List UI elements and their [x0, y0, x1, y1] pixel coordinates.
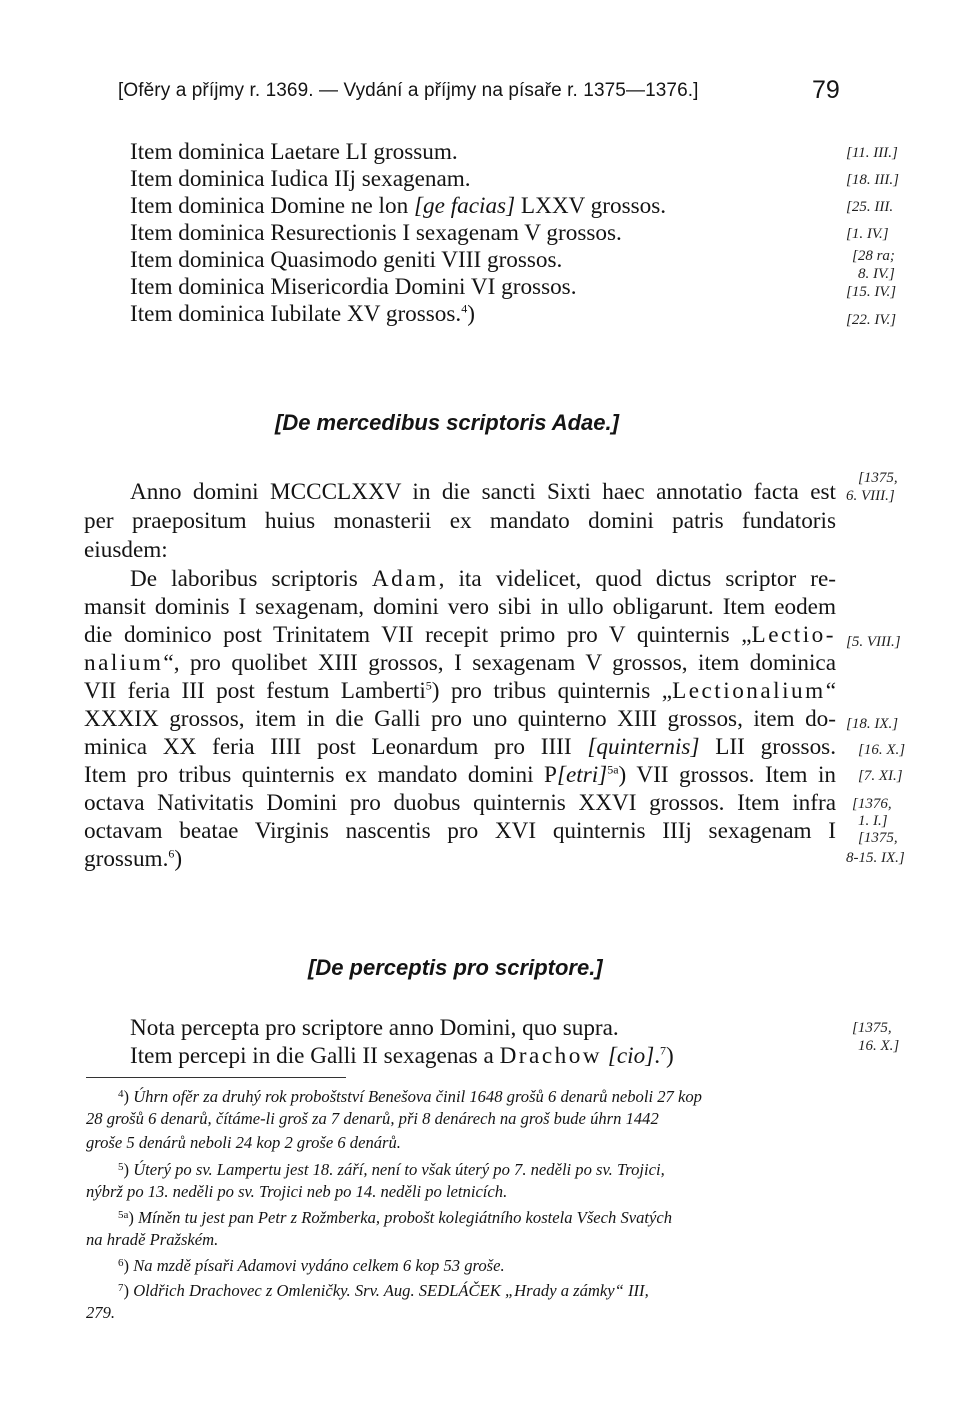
section-heading-perceptis: [De perceptis pro scriptore.]: [308, 955, 603, 980]
body-text: LII grossos.: [715, 734, 836, 760]
margin-date: [1375,: [858, 470, 898, 486]
body-line: [130, 566, 836, 593]
margin-date: [1. IV.]: [846, 226, 889, 242]
spaced-word: Lectio-: [751, 622, 836, 648]
footnote-continuation: groše 5 denárů neboli 24 kop 2 groše 6 denárů.: [86, 1133, 401, 1152]
footnote-continuation: na hradě Pražském.: [86, 1230, 219, 1249]
footnote-mark: 4: [118, 1088, 124, 1100]
footnote-rule: [86, 1077, 346, 1078]
footnote-ref: 4: [461, 301, 468, 316]
body-line: octavam beatae Virginis nascentis pro XVI quinternis IIIj sexagenam I: [84, 818, 836, 844]
footnote-text: Úterý po sv. Lampertu jest 18. září, není to však úterý po 7. neděli po sv. Trojici,: [133, 1160, 665, 1179]
spaced-name: Adam: [371, 566, 439, 592]
offering-line: Item dominica Iubilate XV grossos.$^4$): [130, 301, 475, 327]
footnote-ref: 7: [660, 1043, 667, 1058]
body-line: Anno domini MCCCLXXV in die sancti Sixti haec annotatio facta est: [130, 479, 836, 505]
margin-date: [28 ra;: [852, 248, 895, 264]
margin-date: 6. VIII.]: [846, 488, 895, 504]
body-text: De laboribus scriptoris: [130, 566, 358, 592]
margin-date: [22. IV.]: [846, 312, 897, 328]
spaced-word: Lectionalium: [672, 678, 826, 704]
footnote-mark: 5: [118, 1161, 124, 1173]
body-line: [84, 622, 836, 649]
section-heading-mercedibus: [De mercedibus scriptoris Adae.]: [275, 410, 619, 435]
body-line: mansit dominis I sexagenam, domini vero sibi in ullo obligarunt. Item eodem: [84, 594, 836, 620]
margin-date: [15. IV.]: [846, 284, 897, 300]
body-line: [84, 734, 836, 761]
footnote-text: Na mzdě písaři Adamovi vydáno celkem 6 kop 53 groše.: [133, 1256, 505, 1275]
margin-date: [18. III.]: [846, 172, 899, 188]
offering-text: Item dominica Iubilate XV grossos.: [130, 301, 462, 327]
body-text: Item pro tribus quinternis ex mandato domini P: [84, 762, 557, 788]
offering-text: Item dominica Domine ne lon: [130, 193, 409, 219]
body-line: Nota percepta pro scriptore anno Domini, quo supra.: [130, 1015, 619, 1041]
body-line: [84, 650, 836, 677]
footnote: $^5$) Úterý po sv. Lampertu jest 18. září, není to však úterý po 7. neděli po sv. Trojici,: [118, 1160, 665, 1179]
margin-date: 1. I.]: [858, 813, 888, 829]
body-text: “: [825, 678, 836, 704]
body-text: minica XX feria IIII post Leonardum pro IIII: [84, 734, 572, 760]
body-line: [130, 1043, 674, 1070]
offering-line: Item dominica Quasimodo geniti VIII grossos.: [130, 247, 563, 273]
footnote-text: Oldřich Drachovec z Omleničky. Srv. Aug. SEDLÁČEK „Hrady a zámky“ III,: [133, 1281, 649, 1300]
offering-line: Item dominica Laetare LI grossum.: [130, 139, 458, 165]
footnote: $^6$) Na mzdě písaři Adamovi vydáno celkem 6 kop 53 groše.: [118, 1256, 505, 1275]
spaced-name: Drachow: [499, 1043, 603, 1069]
body-line: [84, 678, 836, 705]
margin-date: [1376,: [852, 796, 892, 812]
footnote-text: Míněn tu jest pan Petr z Rožmberka, probošt kolegiátního kostela Všech Svatých: [138, 1208, 673, 1227]
body-text: die dominico post Trinitatem VII recepit primo pro V quinternis „: [84, 622, 752, 648]
editorial-insertion: [etri]: [556, 762, 608, 788]
margin-date: [5. VIII.]: [846, 634, 901, 650]
margin-date: 8-15. IX.]: [846, 850, 905, 866]
editorial-insertion: [cio]: [607, 1043, 655, 1069]
editorial-insertion: [ge facias]: [413, 193, 516, 219]
body-line: XXXIX grossos, item in die Galli pro uno quinterno XIII grossos, item do-: [84, 706, 836, 732]
editorial-insertion: [quinternis]: [587, 734, 700, 760]
body-line: [84, 762, 836, 789]
margin-date: [1375,: [852, 1020, 892, 1036]
margin-date: [11. III.]: [846, 145, 898, 161]
body-text: ): [666, 1043, 674, 1069]
body-line: octava Nativitatis Domini pro duobus quinternis XXVI grossos. Item infra: [84, 790, 836, 816]
footnote-continuation: 28 grošů 6 denarů, čítáme-li groš za 7 denarů, při 8 denárech na groš bude úhrn 1442: [86, 1109, 659, 1128]
margin-date: [7. XI.]: [858, 768, 903, 784]
body-text: ): [174, 846, 183, 872]
footnote-ref: 5: [425, 678, 432, 693]
footnote-mark: 5a: [118, 1209, 129, 1221]
footnote: $^7$) Oldřich Drachovec z Omleničky. Srv. Aug. SEDLÁČEK „Hrady a zámky“ III,: [118, 1281, 649, 1300]
margin-date: [18. IX.]: [846, 716, 899, 732]
margin-date: 16. X.]: [858, 1038, 900, 1054]
body-text: , ita videlicet, quod dictus scriptor re-: [438, 566, 836, 592]
body-line: eiusdem:: [84, 537, 168, 563]
body-text: ) VII grossos. Item in: [618, 762, 836, 788]
footnote-mark: 6: [118, 1257, 124, 1269]
body-text: “, pro quolibet XIII grossos, I sexagenam V grossos, item dominica: [163, 650, 836, 676]
body-text: Item percepi in die Galli II sexagenas a: [130, 1043, 494, 1069]
body-text: VII feria III post festum Lamberti: [84, 678, 426, 704]
offering-line: Item dominica Resurectionis I sexagenam V grossos.: [130, 220, 622, 246]
footnote: $^{5a}$) Míněn tu jest pan Petr z Rožmberka, probošt kolegiátního kostela Všech Svatých: [118, 1208, 673, 1227]
running-title: [Ofěry a příjmy r. 1369. — Vydání a příjmy na písaře r. 1375—1376.]: [118, 80, 699, 101]
spaced-word: nalium: [84, 650, 164, 676]
body-line: per praepositum huius monasterii ex mandato domini patris fundatoris: [84, 508, 836, 534]
footnote-text: Úhrn ofěr za druhý rok proboštství Benešova činil 1648 grošů 6 denarů neboli 27 kop: [133, 1087, 702, 1106]
offering-line: Item dominica Misericordia Domini VI grossos.: [130, 274, 577, 300]
footnote-ref: 6: [168, 846, 175, 861]
body-text: .: [654, 1043, 661, 1069]
margin-date: 8. IV.]: [858, 266, 895, 282]
offering-text: LXXV grossos.: [520, 193, 667, 219]
page-number: 79: [812, 76, 840, 104]
margin-date: [16. X.]: [858, 742, 906, 758]
footnote-continuation: 279.: [86, 1303, 116, 1322]
margin-date: [1375,: [858, 830, 898, 846]
body-text: ) pro tribus quinternis „: [431, 678, 673, 704]
footnote-mark: 7: [118, 1282, 124, 1294]
body-text: grossum.: [84, 846, 169, 872]
footnote-ref: 5a: [607, 762, 619, 777]
footnote-continuation: nýbrž po 13. neděli po sv. Trojici neb po 14. neděli po letnicích.: [86, 1182, 508, 1201]
margin-date: [25. III.: [846, 199, 894, 215]
offering-line: [130, 193, 666, 220]
footnote: $^4$) Úhrn ofěr za druhý rok proboštství Benešova činil 1648 grošů 6 denarů neboli 27 kop: [118, 1087, 702, 1106]
offering-line: Item dominica Iudica IIj sexagenam.: [130, 166, 471, 192]
body-line: [84, 846, 182, 873]
